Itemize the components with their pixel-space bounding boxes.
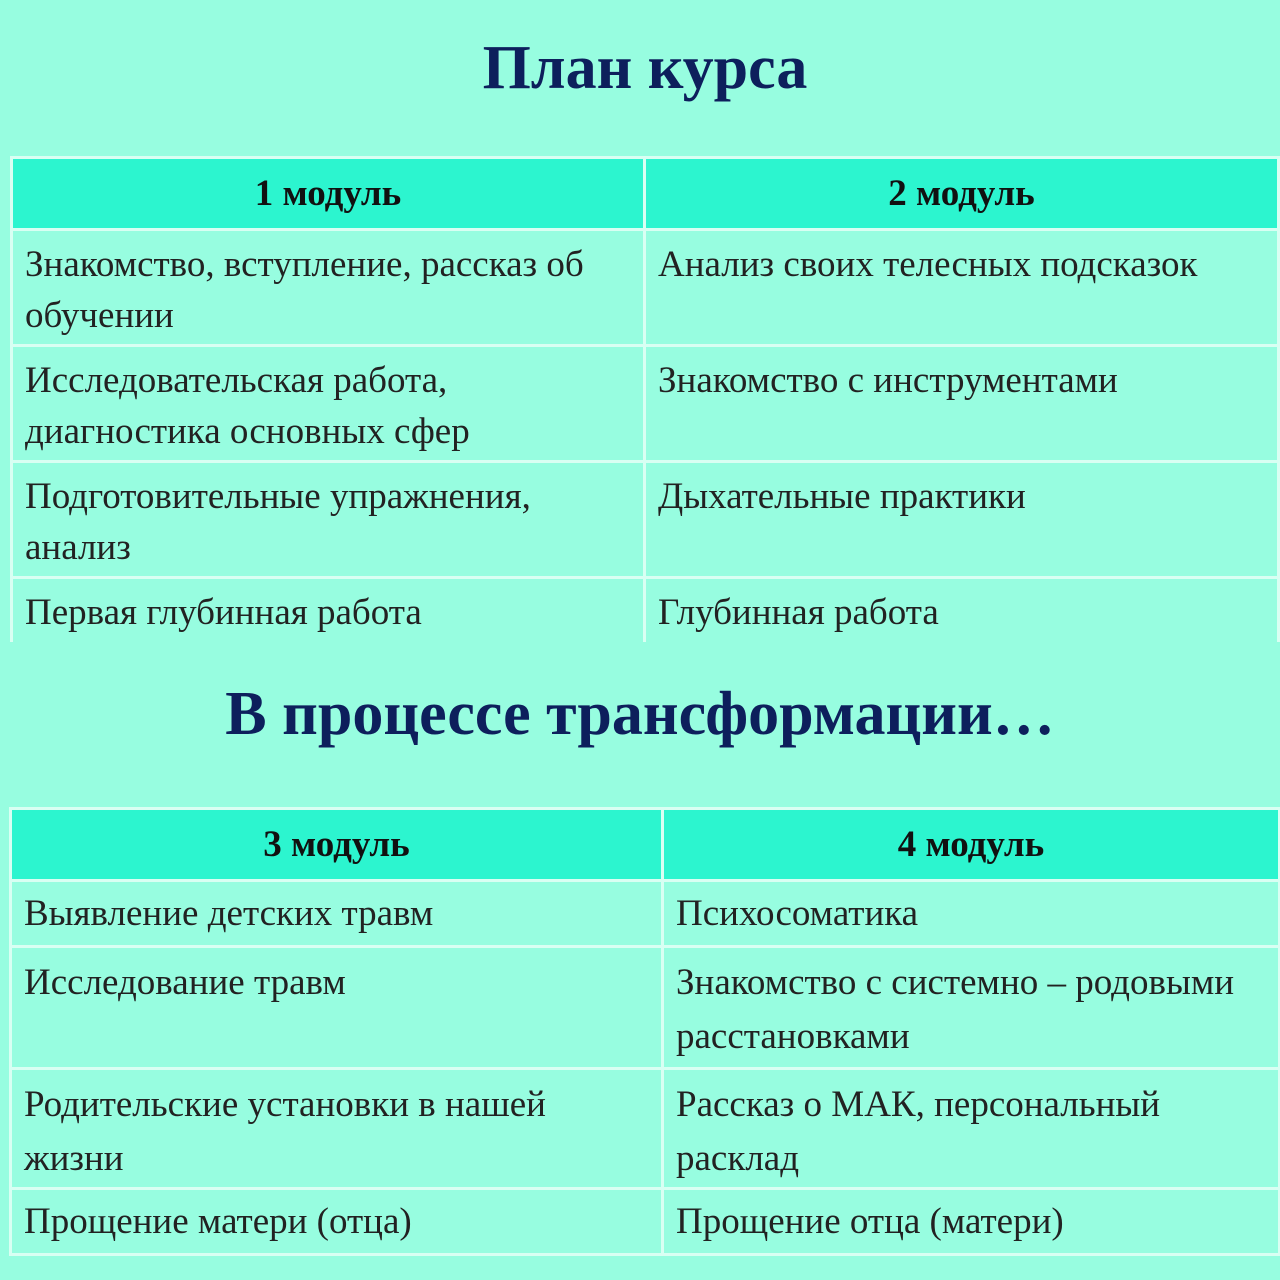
- table-row: [12, 462, 1279, 578]
- module-2-topic-1: Анализ своих телесных подсказок: [645, 230, 1279, 346]
- module-4-topic-1: Психосоматика: [663, 881, 1280, 947]
- module-3-topic-4: Прощение матери (отца): [11, 1189, 663, 1255]
- module-3-topic-1: Выявление детских травм: [11, 881, 663, 947]
- table-row: [11, 947, 1280, 1069]
- table-row: [12, 346, 1279, 462]
- module-1-topic-3: Подготовительные упражнения, анализ: [12, 462, 645, 578]
- table-row: [11, 1069, 1280, 1189]
- course-plan-title: План курса: [482, 34, 808, 102]
- module-2-header: 2 модуль: [645, 158, 1279, 230]
- module-1-topic-2: Исследовательская работа, диагностика основных сфер: [12, 346, 645, 462]
- module-4-topic-3: Рассказ о МАК, персональный расклад: [663, 1069, 1280, 1189]
- table-row: [12, 578, 1279, 642]
- module-2-topic-4: Глубинная работа: [645, 578, 1279, 642]
- module-1-header: 1 модуль: [12, 158, 645, 230]
- module-3-topic-2: Исследование травм: [11, 947, 663, 1069]
- transformation-title: В процессе трансформации…: [225, 680, 1055, 748]
- module-2-topic-3: Дыхательные практики: [645, 462, 1279, 578]
- course-plan-table-modules-3-4: [9, 807, 1280, 1256]
- module-1-topic-1: Знакомство, вступление, рассказ об обучении: [12, 230, 645, 346]
- table-row: [11, 881, 1280, 947]
- table-header-row: [12, 158, 1279, 230]
- module-1-topic-4: Первая глубинная работа: [12, 578, 645, 642]
- table-row: [11, 1189, 1280, 1255]
- table-row: [12, 230, 1279, 346]
- module-2-topic-2: Знакомство с инструментами: [645, 346, 1279, 462]
- module-3-header: 3 модуль: [11, 809, 663, 881]
- module-3-topic-3: Родительские установки в нашей жизни: [11, 1069, 663, 1189]
- course-plan-table-modules-1-2: [10, 156, 1280, 642]
- module-4-topic-2: Знакомство с системно – родовыми расстановками: [663, 947, 1280, 1069]
- module-4-topic-4: Прощение отца (матери): [663, 1189, 1280, 1255]
- module-4-header: 4 модуль: [663, 809, 1280, 881]
- table-header-row: [11, 809, 1280, 881]
